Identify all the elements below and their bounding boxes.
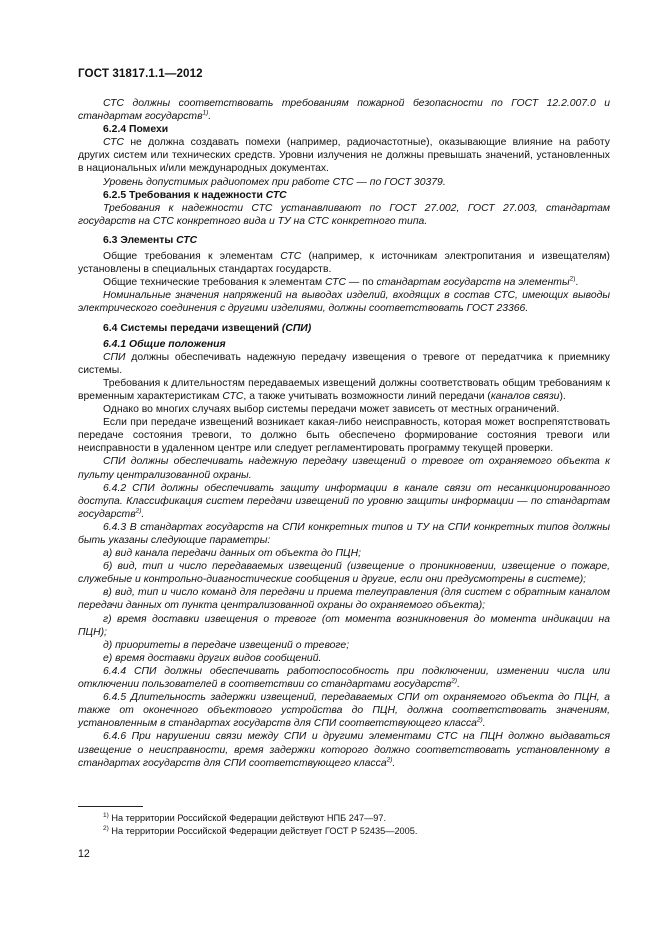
- paragraph: [78, 586, 610, 612]
- text-run: СТС: [265, 189, 287, 201]
- text-run: Общие технические требования к элементам: [103, 277, 326, 289]
- footnote-ref: 1): [202, 109, 209, 117]
- footnote-text: На территории Российской Федерации действуют НПБ 247—97.: [108, 813, 387, 823]
- paragraph: [78, 250, 610, 276]
- footnote-text: На территории Российской Федерации действует ГОСТ Р 52435—2005.: [108, 825, 418, 836]
- text-run: СПИ должны обеспечивать надежную передачу извещений о тревоге от охраняемого объекта к пульту централизованной охраны.: [78, 456, 610, 481]
- paragraph: [78, 691, 610, 730]
- text-run: — по: [346, 277, 377, 289]
- text-run: (СПИ): [281, 322, 312, 334]
- text-run: (например, к источникам электропитания и извещателям) установлены в специальных стандартах государств.: [78, 251, 610, 276]
- text-run: 6.2.4 Помехи: [103, 124, 169, 136]
- text-run: в) вид, тип и число команд для передачи и приема телеуправления (для систем с обратным каналом передачи данных от пункта централизованной охраны до охраняемого объекта);: [78, 587, 610, 612]
- footnote-divider: [78, 806, 143, 807]
- section-heading: [78, 234, 610, 247]
- text-run: Если при передаче извещений возникает какая-либо неисправность, которая может воспрепятствовать передаче состояния тревоги, то должно быть обеспечено формирование состояния тревоги или неисправности в удаленном центре или следует регламентировать программу текущей проверки.: [78, 417, 610, 455]
- footnote-ref: 2): [569, 275, 576, 283]
- text-run: Однако во многих случаях выбор системы передачи может зависеть от местных ограничений.: [103, 404, 560, 416]
- page-number: 12: [78, 848, 90, 860]
- text-run: 6.4.4 СПИ должны обеспечивать работоспособность при подключении, изменении числа или отключении пользователей в соответствии со стандартами государств: [78, 665, 610, 691]
- text-run: б) вид, тип и число передаваемых извещений (извещение о проникновении, извещение о пожаре, служебные и контрольно-диагностические сообщения и другие, если они предусмотрены в системе);: [78, 561, 610, 586]
- text-run: е) время доставки других видов сообщений.: [103, 652, 322, 664]
- text-run: СПИ: [103, 351, 126, 363]
- text-run: 6.4.3 В стандартах государств на СПИ конкретных типов и ТУ на СПИ конкретных типов должны быть указаны следующие параметры:: [78, 521, 610, 546]
- text-run: .: [392, 757, 396, 769]
- text-run: 6.3 Элементы: [103, 234, 177, 246]
- text-run: Требования к длительностям передаваемых извещений должны соответствовать общим требованиям к временным характеристикам: [78, 377, 610, 402]
- paragraph: [78, 455, 610, 481]
- text-run: должны обеспечивать надежную передачу извещения о тревоге от передатчика к приемнику системы.: [78, 351, 610, 376]
- text-run: СТС: [325, 277, 347, 289]
- footnote-ref: 2): [476, 716, 483, 724]
- text-run: .: [141, 508, 145, 520]
- section-heading: [78, 322, 610, 335]
- paragraph: [78, 560, 610, 586]
- text-run: 6.4.6 При нарушении связи между СПИ и другими элементами СТС на ПЦН должно выдаваться извещение о неисправности, время задержки которого должно соответствовать установленному в стандартах государств для СПИ соответствующего класса: [78, 731, 610, 769]
- section-heading: [78, 123, 610, 136]
- text-run: 6.2.5 Требования к надежности: [103, 189, 266, 201]
- paragraph: [78, 652, 610, 665]
- text-run: СТС: [176, 234, 198, 246]
- text-run: 6.4 Системы передачи извещений: [103, 322, 282, 334]
- text-run: СТС: [222, 390, 244, 402]
- text-run: 6.4.1 Общие положения: [103, 338, 226, 350]
- paragraph: [78, 176, 610, 189]
- paragraph: [78, 613, 610, 639]
- text-run: .: [208, 111, 212, 123]
- footnote: [103, 825, 603, 838]
- footnote: [103, 812, 603, 825]
- text-run: 6.4.5 Длительность задержки извещений, передаваемых СПИ от охраняемого объекта до ПЦН, а также от оконечного объектового устройства до ПЦН, должна соответствовать значениям, установленным в стандартах государств для СПИ соответствующего класса: [78, 692, 610, 730]
- text-run: , а также учитывать возможности линий передачи (: [243, 390, 491, 402]
- paragraph: [78, 730, 610, 769]
- paragraph: [78, 665, 610, 691]
- paragraph: [78, 521, 610, 547]
- section-heading: [78, 189, 610, 202]
- document-header: ГОСТ 31817.1.1—2012: [78, 67, 203, 80]
- paragraph: [78, 136, 610, 175]
- text-run: каналов связи: [490, 390, 560, 402]
- text-run: г) время доставки извещения о тревоге (от момента возникновения до момента индикации на ПЦН);: [78, 613, 610, 638]
- paragraph: [78, 97, 610, 123]
- text-run: Общие требования к элементам: [103, 251, 281, 263]
- text-run: Номинальные значения напряжений на выводах изделий, входящих в состав СТС, имеющих выводы электрического соединения с другими изделиями, должны соответствовать ГОСТ 23366.: [78, 290, 610, 315]
- text-run: Уровень допустимых радиопомех при работе СТС — по ГОСТ 30379.: [103, 176, 446, 188]
- paragraph: [78, 403, 610, 416]
- paragraph: [78, 351, 610, 377]
- text-run: .: [482, 718, 486, 730]
- footnote-mark: 1): [103, 811, 109, 819]
- text-run: .: [575, 277, 579, 289]
- footnote-ref: 2): [135, 507, 142, 515]
- paragraph: [78, 482, 610, 521]
- footnotes: [103, 812, 603, 837]
- paragraph: [78, 202, 610, 228]
- text-run: стандартам государств на элементы: [376, 277, 570, 289]
- text-run: ).: [559, 390, 566, 402]
- paragraph: [78, 416, 610, 455]
- document-body: [78, 97, 610, 770]
- paragraph: [78, 276, 610, 289]
- text-run: СТС: [280, 251, 302, 263]
- section-heading: [78, 338, 610, 351]
- paragraph: [78, 547, 610, 560]
- text-run: СТС: [103, 137, 125, 149]
- paragraph: [78, 639, 610, 652]
- paragraph: [78, 289, 610, 315]
- text-run: а) вид канала передачи данных от объекта до ПЦН;: [103, 548, 361, 560]
- footnote-ref: 2): [451, 677, 458, 685]
- paragraph: [78, 377, 610, 403]
- text-run: .: [457, 679, 460, 691]
- text-run: Требования к надежности СТС устанавливают по ГОСТ 27.002, ГОСТ 27.003, стандартам государств на СТС конкретного вида и ТУ на СТС конкретного типа.: [78, 202, 610, 227]
- text-run: СТС должны соответствовать требованиям пожарной безопасности по ГОСТ 12.2.007.0 и стандартам государств: [78, 98, 610, 123]
- text-run: д) приоритеты в передаче извещений о тревоге;: [103, 639, 350, 651]
- footnote-ref: 2): [386, 756, 393, 764]
- text-run: 6.4.2 СПИ должны обеспечивать защиту информации в канале связи от несанкционированного доступа. Классификация систем передачи извещений по уровню защиты информации — по стандартам государств: [78, 482, 610, 520]
- text-run: не должна создавать помехи (например, радиочастотные), оказывающие влияние на работу других систем или технических средств. Уровни излучения не должны превышать значений, установленных в национальных и/или международных документах.: [78, 137, 610, 175]
- footnote-mark: 2): [103, 824, 109, 832]
